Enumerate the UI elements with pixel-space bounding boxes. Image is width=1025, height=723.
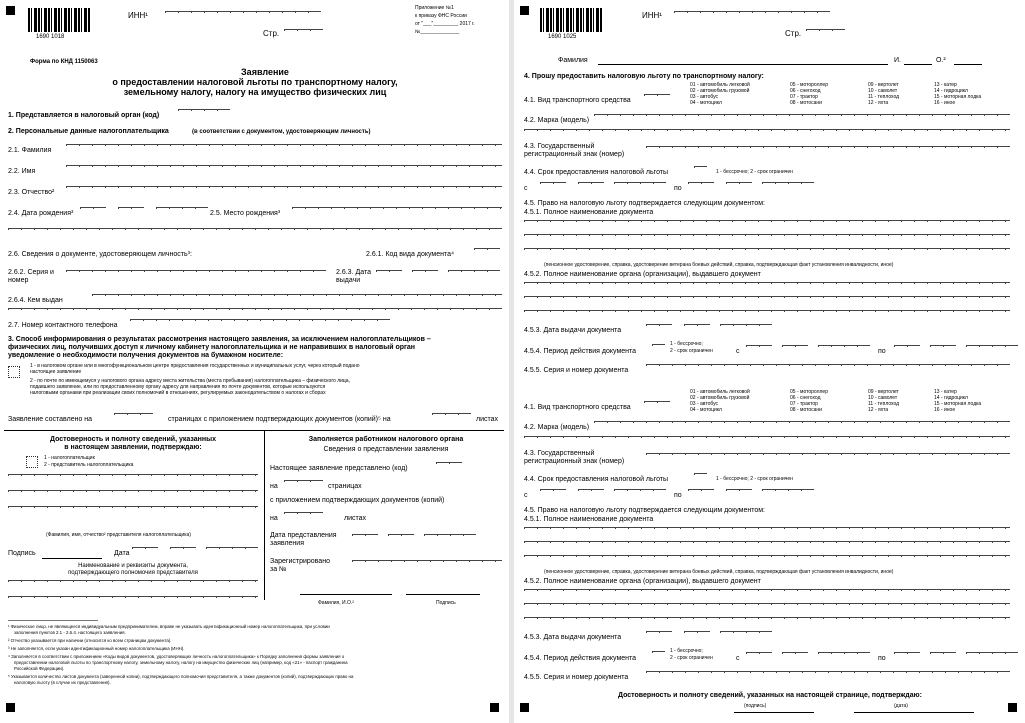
vehicle-option: 07 - трактор [790, 94, 818, 100]
sign-month[interactable] [170, 547, 196, 558]
doc-type-code[interactable] [474, 248, 500, 259]
rep-name-line-3[interactable] [8, 506, 258, 517]
reg-sign-field[interactable] [646, 146, 1010, 157]
patronymic-label: 2.3. Отчество² [8, 189, 55, 196]
vehicle-option: 06 - снегоход [790, 395, 821, 401]
vehicle-option: 03 - автобус [690, 401, 719, 407]
vehicle-option: 16 - иное [934, 100, 956, 106]
option-1: 1 - в налоговом органе или в многофункциональном центре предоставления государственных и муниципальных услуг, через который подано [30, 363, 360, 369]
rep-name-line-2[interactable] [8, 490, 258, 501]
validity-from-month[interactable] [782, 345, 808, 356]
issuer-field-1[interactable] [524, 589, 1010, 600]
series-number-label: 4.5.5. Серия и номер документа [524, 367, 629, 374]
pages-with-label: страницах с приложением подтверждающих документов (копий)⁵ на [168, 416, 391, 423]
appendix-line-1: Приложение №1 [415, 5, 454, 11]
inn-label: ИНН¹ [642, 11, 662, 20]
vehicle-option: 05 - мотороллер [790, 82, 828, 88]
benefit-term-note: 1 - бессрочно; 2 - срок ограничен [716, 476, 793, 482]
barcode-number: 1690 1025 [548, 34, 577, 40]
barcode-number: 1690 1018 [36, 34, 65, 40]
form-page-1 [0, 0, 509, 723]
sign-year[interactable] [206, 547, 258, 558]
doc-name-field-3[interactable] [524, 248, 1010, 259]
divider-vertical [264, 430, 265, 600]
taxpayer-option: 1 - налогоплательщик [44, 455, 95, 461]
issued-by-field-2[interactable] [8, 308, 502, 319]
date-label: Дата [114, 550, 130, 557]
validity-from-year[interactable] [818, 345, 870, 356]
to-year[interactable] [762, 182, 814, 193]
vehicle-option: 16 - иное [934, 407, 956, 413]
issuer-field-2[interactable] [524, 296, 1010, 307]
footnote-4b: предоставлении налоговой льготы по транспортному налогу, земельному налогу, налогу на имущество физических лиц (например, код «21» - паспорт гражданина [14, 660, 348, 665]
issue-day[interactable] [376, 270, 402, 281]
page-number-field[interactable] [806, 29, 845, 40]
sheets-label: листах [476, 416, 499, 423]
section-3-line-1: 3. Способ информирования о результатах рассмотрения настоящего заявления, за исключением налогоплательщиков – [8, 336, 431, 343]
validity-to-day[interactable] [894, 345, 920, 356]
vehicle-option: 13 - катер [934, 389, 957, 395]
vehicle-option: 11 - теплоход [868, 401, 900, 407]
surname-label: Фамилия [558, 57, 588, 64]
doc-date-label: 4.5.3. Дата выдачи документа [524, 327, 622, 334]
validity-label: 4.5.4. Период действия документа [524, 348, 637, 355]
validity-note-1: 1 - бессрочно; [670, 648, 703, 654]
brand-label: 4.2. Марка (модель) [524, 424, 590, 431]
doc-month[interactable] [684, 631, 710, 642]
doc-name-field-2[interactable] [8, 596, 258, 607]
vehicle-option: 01 - автомобиль легковой [690, 389, 750, 395]
from-year[interactable] [614, 182, 666, 193]
staff-sheets[interactable] [284, 512, 323, 523]
date-submitted-label: Дата представления [270, 532, 337, 539]
validity-note-2: 2 - срок ограничен [670, 348, 713, 354]
validity-to: по [878, 655, 886, 662]
fio-note: (Фамилия, имя, отчество² представителя налогоплательщика) [46, 532, 191, 538]
tax-office-code[interactable] [178, 109, 230, 120]
issuer-field-3[interactable] [524, 617, 1010, 628]
doc-name-label: Наименование и реквизиты документа, [78, 563, 188, 569]
vehicle-type-code[interactable] [644, 94, 670, 105]
signature-line[interactable] [42, 558, 102, 559]
representative-option: 2 - представитель налогоплательщика [44, 462, 134, 468]
barcode [28, 8, 90, 32]
registration-number[interactable] [352, 560, 502, 571]
inn-field[interactable] [165, 11, 321, 22]
composed-label: Заявление составлено на [8, 416, 93, 423]
barcode [540, 8, 602, 32]
form-title-2: о предоставлении налоговой льготы по транспортному налогу, [112, 77, 398, 87]
validity-label: 4.5.4. Период действия документа [524, 655, 637, 662]
to-month[interactable] [726, 182, 752, 193]
divider [4, 430, 504, 431]
option-2b: подавшего заявление, или по предоставленному органу адресу для направления по почте документов, которые используются [30, 384, 326, 390]
vehicle-option: 13 - катер [934, 82, 957, 88]
doc-month[interactable] [684, 324, 710, 335]
doc-name-label: 4.5.1. Полное наименование документа [524, 516, 654, 523]
issuer-field-2[interactable] [524, 603, 1010, 614]
sub-year[interactable] [424, 534, 476, 545]
date-caption: (дата) [894, 703, 908, 709]
phone-field[interactable] [130, 319, 390, 330]
vehicle-option: 04 - мотоцикл [690, 407, 722, 413]
id-doc-label: 2.6. Сведения о документе, удостоверяющем личность³: [8, 251, 192, 258]
form-title: Заявление [241, 67, 289, 77]
validity-to: по [878, 348, 886, 355]
from-label: с [524, 185, 528, 192]
right-doc-label: 4.5. Право на налоговую льготу подтверждается следующим документом: [524, 200, 765, 207]
corner-marker [1008, 703, 1017, 712]
issued-by-field[interactable] [92, 294, 502, 305]
vehicle-option: 03 - автобус [690, 94, 719, 100]
vehicle-type-label: 4.1. Вид транспортного средства [524, 404, 631, 411]
birth-date-label: 2.4. Дата рождения³ [8, 210, 74, 217]
form-knd: Форма по КНД 1150063 [30, 59, 98, 65]
from-day[interactable] [540, 182, 566, 193]
confirm-title: Достоверность и полноту сведений, указанных [50, 436, 216, 443]
benefit-term-note: 1 - бессрочно; 2 - срок ограничен [716, 169, 793, 175]
corner-marker [6, 6, 15, 15]
from-month[interactable] [578, 182, 604, 193]
from-day[interactable] [540, 489, 566, 500]
reg-sign-label-2: регистрационный знак (номер) [524, 458, 625, 465]
from-year[interactable] [614, 489, 666, 500]
brand-field[interactable] [594, 421, 1010, 432]
validity-from-day[interactable] [746, 652, 772, 663]
staff-subtitle: Сведения о представлении заявления [323, 446, 449, 453]
issuer-field-1[interactable] [524, 282, 1010, 293]
vehicle-option: 02 - автомобиль грузовой [690, 395, 750, 401]
vehicle-option: 06 - снегоход [790, 88, 821, 94]
benefit-term-code[interactable] [694, 473, 707, 484]
vehicle-option: 09 - вертолет [868, 389, 899, 395]
doc-name-field-1[interactable] [524, 527, 1010, 538]
section-4: 4. Прошу предоставить налоговую льготу по транспортному налогу: [524, 73, 764, 80]
to-day[interactable] [688, 182, 714, 193]
sign-day[interactable] [132, 547, 158, 558]
confirm-label: Достоверность и полноту сведений, указанных на настоящей странице, подтверждаю: [618, 692, 922, 699]
section-2-note: (в соответствии с документом, удостоверяющим личность) [192, 129, 371, 135]
footnote-1: ¹ Физическое лицо, не являющееся индивидуальным предпринимателем, вправе не указывать идентификационный номер налогоплательщика, при условии [8, 624, 330, 629]
doc-name-field-3[interactable] [524, 555, 1010, 566]
doc-day[interactable] [646, 324, 672, 335]
option-2: 2 - по почте по имеющемуся у налогового органа адресу места жительства (места пребывания) налогоплательщика – физического лица, [30, 378, 350, 384]
validity-to-day[interactable] [894, 652, 920, 663]
submitted-code-label: Настоящее заявление представлено (код) [270, 465, 408, 472]
sub-month[interactable] [388, 534, 414, 545]
birth-place-label: 2.5. Место рождения³ [210, 210, 281, 217]
doc-name-label: 4.5.1. Полное наименование документа [524, 209, 654, 216]
on-label: на [270, 483, 278, 490]
corner-marker [520, 703, 529, 712]
footnote-divider [8, 620, 98, 621]
validity-from-month[interactable] [782, 652, 808, 663]
footnote-4c: Российской Федерации). [14, 666, 65, 671]
inn-label: ИНН¹ [128, 11, 148, 20]
option-1b: настоящее заявление [30, 369, 82, 375]
rep-name-line-1[interactable] [8, 474, 258, 485]
vehicle-option: 14 - гидроцикл [934, 88, 968, 94]
brand-label: 4.2. Марка (модель) [524, 117, 590, 124]
section-3-line-2: физических лиц, получивших доступ к личному кабинету налогоплательщика и не направивших в налоговый орган [8, 344, 416, 351]
name-label: 2.2. Имя [8, 168, 36, 175]
pages-label: страницах [328, 483, 362, 490]
info-method-checkbox[interactable] [8, 366, 20, 378]
validity-to-month[interactable] [930, 345, 956, 356]
vehicle-option: 09 - вертолет [868, 82, 899, 88]
issuer-label: 4.5.2. Полное наименование органа (организации), выдавшего документ [524, 578, 761, 585]
reg-sign-field[interactable] [646, 453, 1010, 464]
section-1: 1. Представляется в налоговый орган (код) [8, 112, 160, 119]
vehicle-option: 15 - моторная лодка [934, 94, 982, 100]
doc-year[interactable] [720, 324, 772, 335]
footnote-1b: заполнения пунктов 2.1 - 2.6.4. настоящего заявления. [14, 630, 126, 635]
signer-type-checkbox[interactable] [26, 456, 38, 468]
sub-day[interactable] [352, 534, 378, 545]
validity-from: с [736, 655, 740, 662]
doc-name-field-1[interactable] [524, 220, 1010, 231]
footnote-3: ³ Не заполняется, если указан идентификационный номер налогоплательщика (ИНН). [8, 646, 185, 651]
date-line[interactable] [854, 712, 974, 713]
vehicle-option: 04 - мотоцикл [690, 100, 722, 106]
phone-label: 2.7. Номер контактного телефона [8, 322, 118, 329]
initial-i-line[interactable] [904, 64, 932, 65]
validity-to-month[interactable] [930, 652, 956, 663]
name-field[interactable] [66, 165, 502, 176]
issued-by-label: 2.6.4. Кем выдан [8, 297, 63, 304]
date-submitted-label-2: заявления [270, 540, 304, 547]
patronymic-field[interactable] [66, 186, 502, 197]
corner-marker [520, 6, 529, 15]
to-day[interactable] [688, 489, 714, 500]
vehicle-option: 05 - мотороллер [790, 389, 828, 395]
staff-sign-line[interactable] [406, 594, 480, 595]
signature-label: Подпись [8, 550, 36, 557]
staff-name-line[interactable] [300, 594, 392, 595]
footnote-2: ² Отчество указывается при наличии (относится ко всем страницам документа). [8, 638, 172, 643]
validity-note-1: 1 - бессрочно; [670, 341, 703, 347]
validity-note-2: 2 - срок ограничен [670, 655, 713, 661]
vehicle-option: 12 - яхта [868, 407, 889, 413]
vehicle-option: 12 - яхта [868, 100, 889, 106]
doc-type-code-label: 2.6.1. Код вида документа⁴ [366, 251, 454, 258]
validity-from-day[interactable] [746, 345, 772, 356]
vehicle-option: 07 - трактор [790, 401, 818, 407]
corner-marker [6, 703, 15, 712]
form-title-3: земельному налогу, налогу на имущество физических лиц [123, 87, 387, 97]
validity-to-year[interactable] [966, 345, 1018, 356]
doc-year[interactable] [720, 631, 772, 642]
initial-i-label: И. [894, 57, 901, 64]
on-label-2: на [270, 515, 278, 522]
doc-day[interactable] [646, 631, 672, 642]
initial-o-label: О.² [936, 57, 946, 64]
birth-place-field-2[interactable] [8, 228, 502, 239]
birth-month[interactable] [118, 207, 144, 218]
to-year[interactable] [762, 489, 814, 500]
doc-name-note: (пенсионное удостоверение, справка, удостоверение ветерана боевых действий, справка, подтверждающая факт установления инвалидности, иное) [544, 262, 894, 268]
to-month[interactable] [726, 489, 752, 500]
confirm-title-2: в настоящем заявлении, подтверждаю: [64, 444, 202, 451]
surname-line[interactable] [598, 64, 888, 65]
benefit-term-code[interactable] [694, 166, 707, 177]
from-label: с [524, 492, 528, 499]
inn-field[interactable] [674, 11, 830, 22]
submitted-code[interactable] [436, 462, 462, 473]
appendix-line-4: №______________ [415, 29, 460, 35]
series-number-label: 4.5.5. Серия и номер документа [524, 674, 629, 681]
from-month[interactable] [578, 489, 604, 500]
vehicle-option: 11 - теплоход [868, 94, 900, 100]
vehicle-option: 15 - моторная лодка [934, 401, 982, 407]
page-label: Стр. [263, 29, 280, 38]
series-label-2: номер [8, 277, 29, 284]
to-label: по [674, 185, 682, 192]
staff-pages[interactable] [284, 480, 323, 491]
registered-label-2: за № [270, 566, 287, 573]
sign-caption: (подпись) [744, 703, 767, 709]
page-number-field[interactable] [284, 29, 323, 40]
validity-from: с [736, 348, 740, 355]
section-2: 2. Персональные данные налогоплательщика [8, 128, 169, 135]
staff-title: Заполняется работником налогового органа [308, 436, 464, 443]
benefit-term-label: 4.4. Срок предоставления налоговой льготы [524, 476, 669, 483]
appendix-line-2: к приказу ФНС России [415, 13, 467, 19]
validity-from-year[interactable] [818, 652, 870, 663]
registered-label: Зарегистрировано [270, 558, 330, 565]
vehicle-option: 08 - мотосани [790, 407, 822, 413]
issuer-label: 4.5.2. Полное наименование органа (организации), выдавшего документ [524, 271, 761, 278]
doc-name-field-2[interactable] [524, 541, 1010, 552]
vehicle-type-label: 4.1. Вид транспортного средства [524, 97, 631, 104]
birth-place-field[interactable] [292, 207, 502, 218]
vehicle-option: 01 - автомобиль легковой [690, 82, 750, 88]
validity-code[interactable] [652, 344, 665, 355]
to-label: по [674, 492, 682, 499]
surname-label: 2.1. Фамилия [8, 147, 52, 154]
vehicle-type-code[interactable] [644, 401, 670, 412]
doc-name-note: (пенсионное удостоверение, справка, удостоверение ветерана боевых действий, справка, подтверждающая факт установления инвалидности, иное) [544, 569, 894, 575]
doc-name-field-1[interactable] [8, 580, 258, 591]
reg-sign-label: 4.3. Государственный [524, 143, 595, 150]
vehicle-option: 10 - самолет [868, 88, 898, 94]
issue-date-label: 2.6.3. Дата [336, 269, 371, 276]
issue-year[interactable] [448, 270, 500, 281]
footnote-4: ⁴ Заполняется в соответствии с приложением «Коды видов документов, удостоверяющих личность налогоплательщика» к Порядку заполнения формы заявления о [8, 654, 345, 659]
brand-field-2[interactable] [524, 129, 1010, 140]
sheets-count[interactable] [432, 413, 471, 424]
doc-name-field-2[interactable] [524, 234, 1010, 245]
with-attach-label: с приложением подтверждающих документов (копий) [270, 497, 445, 504]
series-number-field[interactable] [646, 671, 1010, 682]
birth-year[interactable] [156, 207, 208, 218]
sheets-label-2: листах [344, 515, 367, 522]
vehicle-option: 02 - автомобиль грузовой [690, 88, 750, 94]
doc-name-label-2: подтверждающего полномочия представителя [68, 570, 198, 576]
issuer-field-3[interactable] [524, 310, 1010, 321]
validity-to-year[interactable] [966, 652, 1018, 663]
validity-code[interactable] [652, 651, 665, 662]
option-2c: налоговыми органами при реализации своих полномочий в отношениях, регулируемых законодательством о налогах и сборах [30, 390, 326, 396]
issue-date-label-2: выдачи [336, 277, 361, 284]
vehicle-option: 08 - мотосани [790, 100, 822, 106]
initial-o-line[interactable] [954, 64, 982, 65]
appendix-line-3: от "___"_________ 2017 г. [415, 21, 475, 27]
birth-day[interactable] [80, 207, 106, 218]
staff-name-caption: Фамилия, И.О.² [318, 600, 354, 606]
footnote-5: ⁵ Указывается количество листов документа (заверенной копии), подтверждающего полномочия представителя, а также документов (копий), подтверждающих право на [8, 674, 354, 679]
benefit-term-label: 4.4. Срок предоставления налоговой льготы [524, 169, 669, 176]
reg-sign-label: 4.3. Государственный [524, 450, 595, 457]
brand-field-2[interactable] [524, 436, 1010, 447]
reg-sign-label-2: регистрационный знак (номер) [524, 151, 625, 158]
vehicle-option: 14 - гидроцикл [934, 395, 968, 401]
sign-line[interactable] [734, 712, 814, 713]
form-page-2 [514, 0, 1025, 723]
series-number-field[interactable] [646, 364, 1010, 375]
footnote-5b: налоговую льготу (в случае их представления). [14, 680, 111, 685]
corner-marker [490, 703, 499, 712]
vehicle-option: 10 - самолет [868, 395, 898, 401]
surname-field[interactable] [66, 144, 502, 155]
section-3-line-3: уведомление о необходимости получения документов на бумажном носителе: [8, 352, 284, 359]
right-doc-label: 4.5. Право на налоговую льготу подтверждается следующим документом: [524, 507, 765, 514]
series-label: 2.6.2. Серия и [8, 269, 54, 276]
page-label: Стр. [785, 29, 802, 38]
staff-sign-caption: Подпись [436, 600, 456, 606]
series-number-field[interactable] [66, 270, 326, 281]
doc-date-label: 4.5.3. Дата выдачи документа [524, 634, 622, 641]
pages-count[interactable] [114, 413, 153, 424]
issue-month[interactable] [412, 270, 438, 281]
brand-field[interactable] [594, 114, 1010, 125]
